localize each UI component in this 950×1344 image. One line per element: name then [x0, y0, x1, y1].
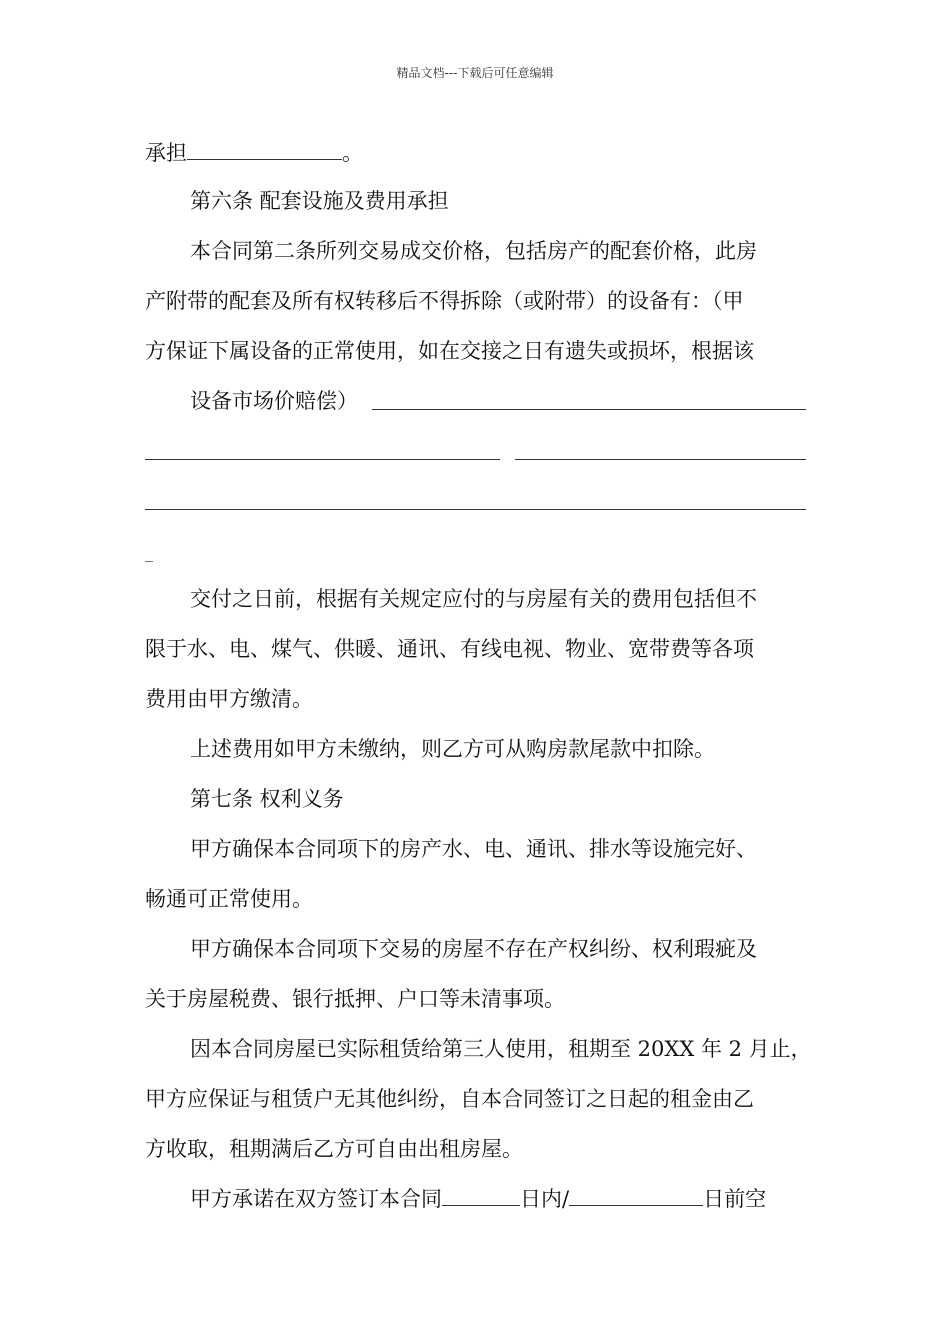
page-header: 精品文档---下载后可任意编辑 — [396, 66, 554, 80]
text-segment: 。 — [342, 141, 363, 165]
paragraph-line: 畅通可正常使用。 — [145, 887, 313, 911]
blank-rule — [372, 409, 806, 410]
text-segment: 承担 — [145, 141, 187, 165]
blank-rule — [515, 459, 806, 460]
section-heading: 第七条 权利义务 — [190, 787, 344, 811]
text-segment: 日前空 — [703, 1187, 767, 1211]
paragraph-line: 产附带的配套及所有权转移后不得拆除（或附带）的设备有：（甲 — [145, 289, 744, 313]
paragraph-line: 甲方确保本合同项下的房产水、电、通讯、排水等设施完好、 — [190, 837, 757, 861]
paragraph-line: 限于水、电、煤气、供暖、通讯、有线电视、物业、宽带费等各项 — [145, 637, 754, 661]
paragraph-line: 因本合同房屋已实际租赁给第三人使用，租期至 20XX 年 2 月止， — [190, 1037, 812, 1061]
paragraph-line: 设备市场价赔偿） — [190, 389, 358, 413]
section-heading: 第六条 配套设施及费用承担 — [190, 189, 449, 213]
blank-underscore: _ — [145, 543, 153, 562]
paragraph-line: 费用由甲方缴清。 — [145, 687, 313, 711]
paragraph-line — [190, 1185, 766, 1213]
blank-field — [187, 158, 342, 160]
blank-field — [442, 1204, 520, 1206]
paragraph-line: 方保证下属设备的正常使用，如在交接之日有遗失或损坏，根据该 — [145, 339, 754, 363]
paragraph-line: 交付之日前，根据有关规定应付的与房屋有关的费用包括但不 — [190, 587, 757, 611]
paragraph-line: 关于房屋税费、银行抵押、户口等未清事项。 — [145, 987, 565, 1011]
text-segment: 甲方承诺在双方签订本合同 — [190, 1187, 442, 1211]
text-line — [145, 139, 363, 167]
paragraph-line: 甲方确保本合同项下交易的房屋不存在产权纠纷、权利瑕疵及 — [190, 937, 757, 961]
paragraph-line: 本合同第二条所列交易成交价格，包括房产的配套价格，此房 — [190, 239, 757, 263]
paragraph-line: 甲方应保证与租赁户无其他纠纷，自本合同签订之日起的租金由乙 — [145, 1087, 754, 1111]
paragraph-line: 方收取，租期满后乙方可自由出租房屋。 — [145, 1137, 523, 1161]
blank-rule — [145, 459, 500, 460]
blank-field — [569, 1204, 703, 1206]
text-segment: 日内/ — [520, 1187, 570, 1211]
paragraph-line: 上述费用如甲方未缴纳，则乙方可从购房款尾款中扣除。 — [190, 737, 715, 761]
blank-rule — [145, 509, 806, 510]
